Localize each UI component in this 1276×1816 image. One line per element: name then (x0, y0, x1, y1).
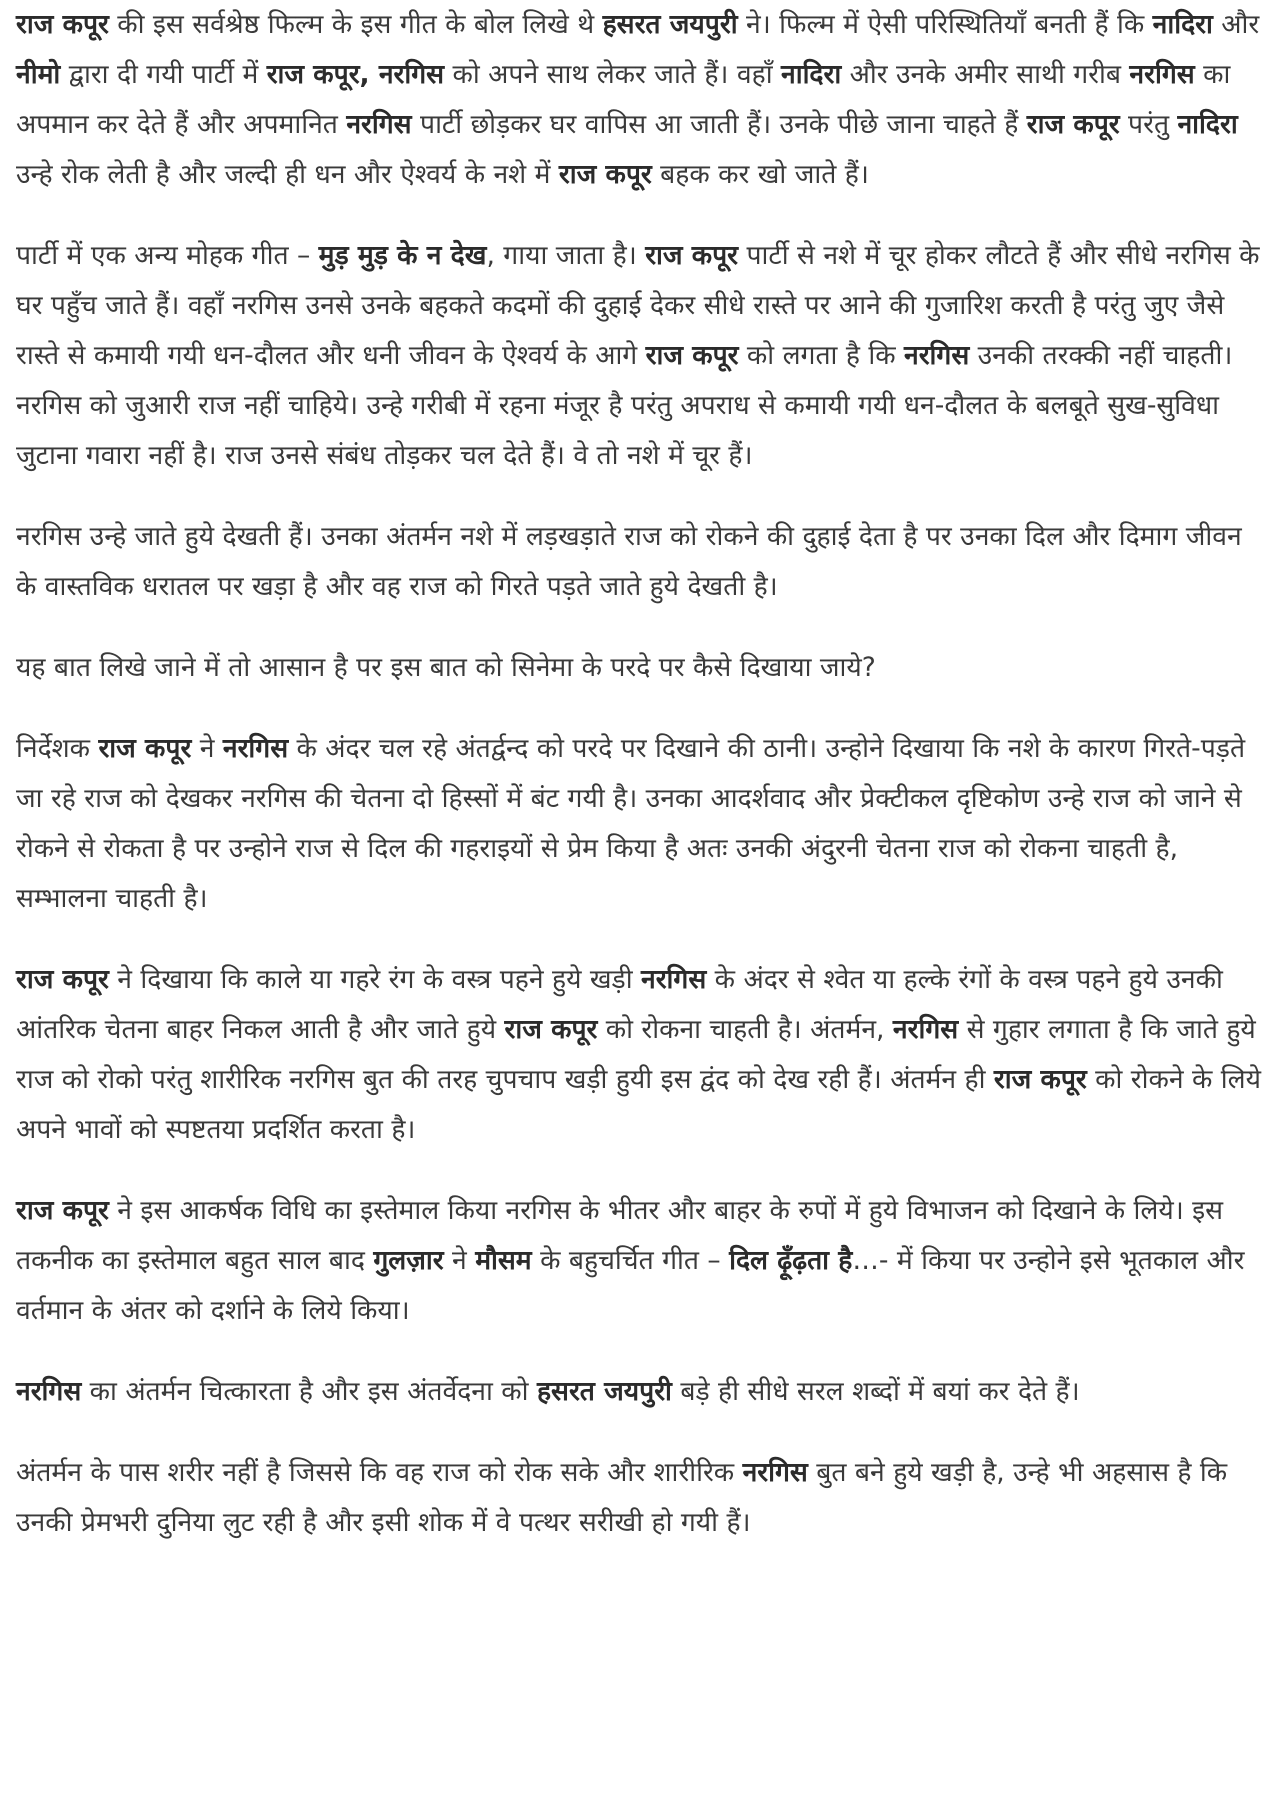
text-run: और (1212, 9, 1260, 40)
text-run: को लगता है कि (738, 340, 904, 371)
text-run: ने (443, 1245, 476, 1276)
paragraph (16, 512, 1261, 612)
text-run: के बहुचर्चित गीत – (531, 1245, 730, 1276)
text-run: का अंतर्मन चित्कारता है और इस अंतर्वेदना को (81, 1376, 537, 1407)
text-run: ने। फिल्म में ऐसी परिस्थितियाँ बनती हैं कि (737, 9, 1153, 40)
bold-text: राज कपूर (558, 159, 652, 190)
bold-text: राज कपूर (645, 340, 739, 371)
bold-text: नादिरा (1177, 109, 1238, 140)
text-run: के अंदर से श्वेत या हल्के रंगों के वस्त्र पहने हुये उनकी आंतरिक चेतना बाहर निकल आती है और जाते हुये (16, 964, 1223, 1045)
bold-text: नरगिस (892, 1014, 959, 1045)
paragraph (16, 1186, 1261, 1336)
text-run: पार्टी में एक अन्य मोहक गीत – (16, 240, 319, 271)
text-run: के अंदर चल रहे अंतर्द्वन्द को परदे पर दिखाने की ठानी। उन्होने दिखाया कि नशे के कारण गिरते-पड़ते जा रहे राज को देखकर नरगिस की चेतना दो हिस्सों में बंट गयी है। उनका आदर्शवाद और प्रेक्टीकल दृष्टिकोण उन्हे राज को जाने से रोकने से रोकता है पर उन्होने राज से दिल की गहराइयों से प्रेम किया है अतः उनकी अंदुरनी चेतना राज को रोकना चाहती है, सम्भालना चाहती है। (16, 733, 1246, 914)
text-run: , गाया जाता है। (486, 240, 646, 271)
bold-text: मौसम (475, 1245, 532, 1276)
text-run: बुत बने हुये खड़ी है, उन्हे भी अहसास है कि उनकी प्रेमभरी दुनिया लुट रही है और इसी शोक में वे पत्थर सरीखी हो गयी हैं। (16, 1457, 1228, 1538)
text-run: ने दिखाया कि काले या गहरे रंग के वस्त्र पहने हुये खड़ी (108, 964, 641, 995)
bold-text: नरगिस (346, 109, 412, 140)
text-run: निर्देशक (16, 733, 99, 764)
text-run: बहक कर खो जाते हैं। (651, 159, 869, 190)
text-run: को अपने साथ लेकर जाते हैं। वहाँ (444, 59, 781, 90)
bold-text: नरगिस (641, 964, 707, 995)
bold-text: राज कपूर (993, 1064, 1087, 1095)
bold-text: नादिरा (781, 59, 842, 90)
text-run: और उनके अमीर साथी गरीब (841, 59, 1130, 90)
paragraph (16, 955, 1261, 1155)
bold-text: राज कपूर (504, 1014, 598, 1045)
bold-text: मुड़ मुड़ के न देख (318, 240, 487, 271)
bold-text: नादिरा (1152, 9, 1213, 40)
text-run: उनकी तरक्की नहीं चाहती। नरगिस को जुआरी राज नहीं चाहिये। उन्हे गरीबी में रहना मंजूर है परंतु अपराध से कमायी गयी धन-दौलत के बलबूते सुख-सुविधा जुटाना गवारा नहीं है। राज उनसे संबंध तोड़कर चल देते हैं। वे तो नशे में चूर हैं। (16, 340, 1233, 471)
paragraph (16, 1448, 1261, 1548)
bold-text: राज कपूर (645, 240, 739, 271)
text-run: ने (191, 733, 223, 764)
paragraph (16, 0, 1261, 200)
text-run: …- में किया पर उन्होने इसे भूतकाल और वर्तमान के अंतर को दर्शाने के लिये किया। (16, 1245, 1245, 1326)
bold-text: राज कपूर (98, 733, 192, 764)
text-run: का अपमान कर देते हैं और अपमानित (16, 59, 1231, 140)
bold-text: राज कपूर (16, 1195, 109, 1226)
text-run: नरगिस उन्हे जाते हुये देखती हैं। उनका अंतर्मन नशे में लड़खड़ाते राज को रोकने की दुहाई देता है पर उनका दिल और दिमाग जीवन के वास्तविक धरातल पर खड़ा है और वह राज को गिरते पड़ते जाते हुये देखती है। (16, 521, 1242, 602)
text-run: से गुहार लगाता है कि जाते हुये राज को रोको परंतु शारीरिक नरगिस बुत की तरह चुपचाप खड़ी हुयी इस द्वंद को देख रही हैं। अंतर्मन ही (16, 1014, 1256, 1095)
text-run: बड़े ही सीधे सरल शब्दों में बयां कर देते हैं। (671, 1376, 1080, 1407)
article-body (16, 0, 1261, 1579)
text-run: को रोकना चाहती है। अंतर्मन, (597, 1014, 893, 1045)
bold-text: नरगिस (903, 340, 970, 371)
text-run: पार्टी छोड़कर घर वापिस आ जाती हैं। उनके पीछे जाना चाहते हैं (411, 109, 1027, 140)
bold-text: नीमो (16, 59, 61, 90)
text-run: परंतु (1119, 109, 1178, 140)
bold-text: गुलज़ार (373, 1245, 444, 1276)
bold-text: नरगिस (1129, 59, 1195, 90)
text-run: यह बात लिखे जाने में तो आसान है पर इस बात को सिनेमा के परदे पर कैसे दिखाया जाये? (16, 652, 876, 683)
text-run: को रोकने के लिये अपने भावों को स्पष्टतया प्रदर्शित करता है। (16, 1064, 1261, 1145)
paragraph (16, 231, 1261, 481)
text-run: अंतर्मन के पास शरीर नहीं है जिससे कि वह राज को रोक सके और शारीरिक (16, 1457, 743, 1488)
bold-text: नरगिस (222, 733, 289, 764)
text-run: पार्टी से नशे में चूर होकर लौटते हैं और सीधे नरगिस के घर पहुँच जाते हैं। वहाँ नरगिस उनसे उनके बहकते कदमों की दुहाई देकर सीधे रास्ते पर आने की गुजारिश करती है परंतु जुए जैसे रास्ते से कमायी गयी धन-दौलत और धनी जीवन के ऐश्वर्य के आगे (16, 240, 1260, 371)
text-run: की इस सर्वश्रेष्ठ फिल्म के इस गीत के बोल लिखे थे (108, 9, 603, 40)
paragraph (16, 724, 1261, 924)
bold-text: राज कपूर (1026, 109, 1120, 140)
bold-text: हसरत जयपुरी (602, 9, 738, 40)
bold-text: नरगिस (16, 1376, 82, 1407)
paragraph (16, 1367, 1261, 1417)
bold-text: राज कपूर, नरगिस (266, 59, 445, 90)
bold-text: दिल ढ़ूँढ़ता है (729, 1245, 853, 1276)
text-run: ने इस आकर्षक विधि का इस्तेमाल किया नरगिस के भीतर और बाहर के रुपों में हुये विभाजन को दिखाने के लिये। इस तकनीक का इस्तेमाल बहुत साल बाद (16, 1195, 1224, 1276)
bold-text: राज कपूर (16, 964, 109, 995)
text-run: उन्हे रोक लेती है और जल्दी ही धन और ऐश्वर्य के नशे में (16, 159, 559, 190)
bold-text: हसरत जयपुरी (536, 1376, 672, 1407)
text-run: द्वारा दी गयी पार्टी में (60, 59, 267, 90)
bold-text: राज कपूर (16, 9, 109, 40)
paragraph (16, 643, 1261, 693)
bold-text: नरगिस (742, 1457, 808, 1488)
